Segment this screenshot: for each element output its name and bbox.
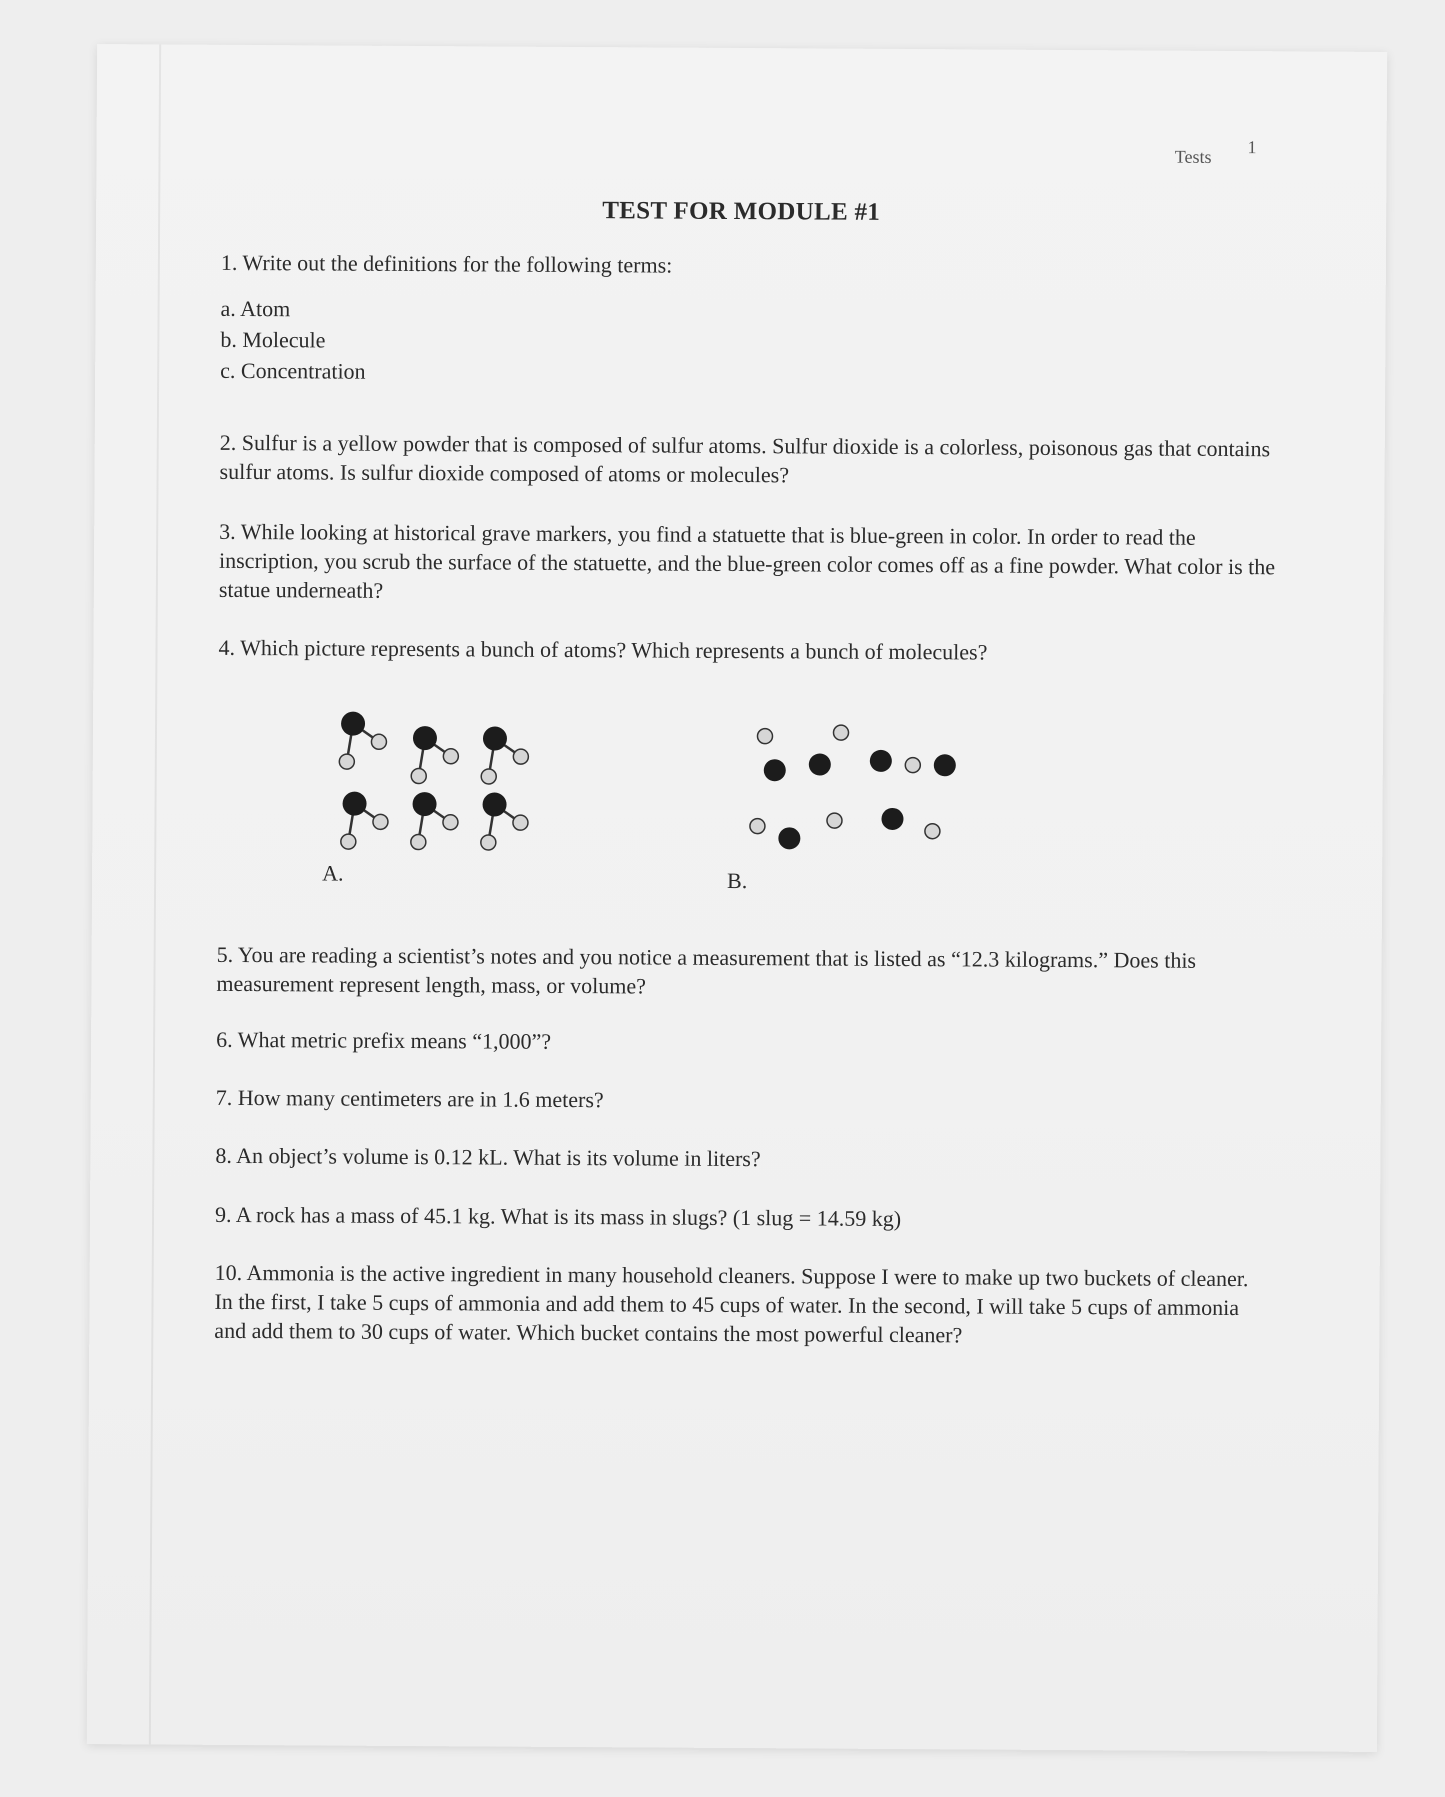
- atoms-molecules-figure: [272, 685, 1033, 910]
- picture-a-molecules: [339, 712, 529, 851]
- figure-svg: [272, 685, 1033, 910]
- dark-atom: [342, 792, 366, 816]
- light-atom: [341, 834, 356, 849]
- question-3: 3. While looking at historical grave markers, you find a statuette that is blue-green in color. In order to read the inscription, you scrub the surface of the statuette, and the blue-green color comes off as a fine powder. What color is the statue underneath?: [218, 518, 1276, 603]
- molecule: [341, 792, 388, 850]
- dark-atom: [870, 750, 892, 772]
- light-atom: [411, 769, 426, 784]
- page-title: TEST FOR MODULE #1: [602, 197, 881, 226]
- light-atom: [513, 815, 528, 830]
- molecule: [339, 712, 386, 770]
- dark-atom: [341, 712, 365, 736]
- picture-b-atoms: [750, 725, 956, 851]
- molecule: [411, 726, 458, 784]
- dark-atom: [482, 792, 506, 816]
- light-atom: [481, 835, 496, 850]
- question-10: 10. Ammonia is the active ingredient in many household cleaners. Suppose I were to make up two buckets of cleaner. In the first, I take 5 cups of ammonia and add them to 45 cups of water. In the second, I will take 5 cups of ammonia and add them to 30 cups of water. Which bucket contains the most powerful cleaner?: [214, 1259, 1249, 1348]
- dark-atom: [881, 808, 903, 830]
- dark-atom: [809, 753, 831, 775]
- light-atom: [757, 729, 772, 744]
- question-9: 9. A rock has a mass of 45.1 kg. What is its mass in slugs? (1 slug = 14.59 kg): [214, 1201, 902, 1232]
- page-number: 1: [1247, 137, 1257, 158]
- light-atom: [411, 835, 426, 850]
- question-4: 4. Which picture represents a bunch of atoms? Which represents a bunch of molecules?: [218, 634, 988, 665]
- light-atom: [443, 815, 458, 830]
- binding-edge: [149, 44, 161, 1744]
- light-atom: [905, 758, 920, 773]
- dark-atom: [764, 759, 786, 781]
- running-head: Tests: [1174, 146, 1212, 167]
- question-6: 6. What metric prefix means “1,000”?: [216, 1026, 552, 1054]
- dark-atom: [413, 726, 437, 750]
- light-atom: [371, 734, 386, 749]
- question-1: [220, 248, 1281, 392]
- question-1-text: 1. Write out the definitions for the following terms:: [220, 249, 673, 278]
- light-atom: [373, 814, 388, 829]
- light-atom: [513, 749, 528, 764]
- figure-label-b: B.: [727, 867, 748, 894]
- light-atom: [827, 813, 842, 828]
- test-paper: [87, 44, 1387, 1752]
- term-item: a. Atom: [220, 295, 291, 322]
- light-atom: [339, 754, 354, 769]
- question-7: 7. How many centimeters are in 1.6 meters?: [215, 1084, 604, 1113]
- light-atom: [481, 769, 496, 784]
- question-1-terms: [220, 293, 1281, 392]
- molecule: [481, 792, 528, 850]
- dark-atom: [483, 726, 507, 750]
- dark-atom: [934, 754, 956, 776]
- question-5: 5. You are reading a scientist’s notes and you notice a measurement that is listed as “12.3 kilograms.” Does this measurement represent length, mass, or volume?: [216, 941, 1197, 999]
- term-item: b. Molecule: [220, 326, 326, 353]
- dark-atom: [412, 792, 436, 816]
- molecule: [411, 792, 458, 850]
- molecule: [481, 726, 528, 784]
- figure-label-a: A.: [322, 860, 344, 886]
- light-atom: [750, 819, 765, 834]
- term-item: c. Concentration: [220, 357, 366, 384]
- light-atom: [925, 824, 940, 839]
- light-atom: [833, 725, 848, 740]
- question-2: 2. Sulfur is a yellow powder that is composed of sulfur atoms. Sulfur dioxide is a colorless, poisonous gas that contains sulfur atoms. Is sulfur dioxide composed of atoms or molecules?: [219, 429, 1271, 488]
- question-8: 8. An object’s volume is 0.12 kL. What is its volume in liters?: [215, 1142, 761, 1172]
- dark-atom: [778, 827, 800, 849]
- light-atom: [443, 749, 458, 764]
